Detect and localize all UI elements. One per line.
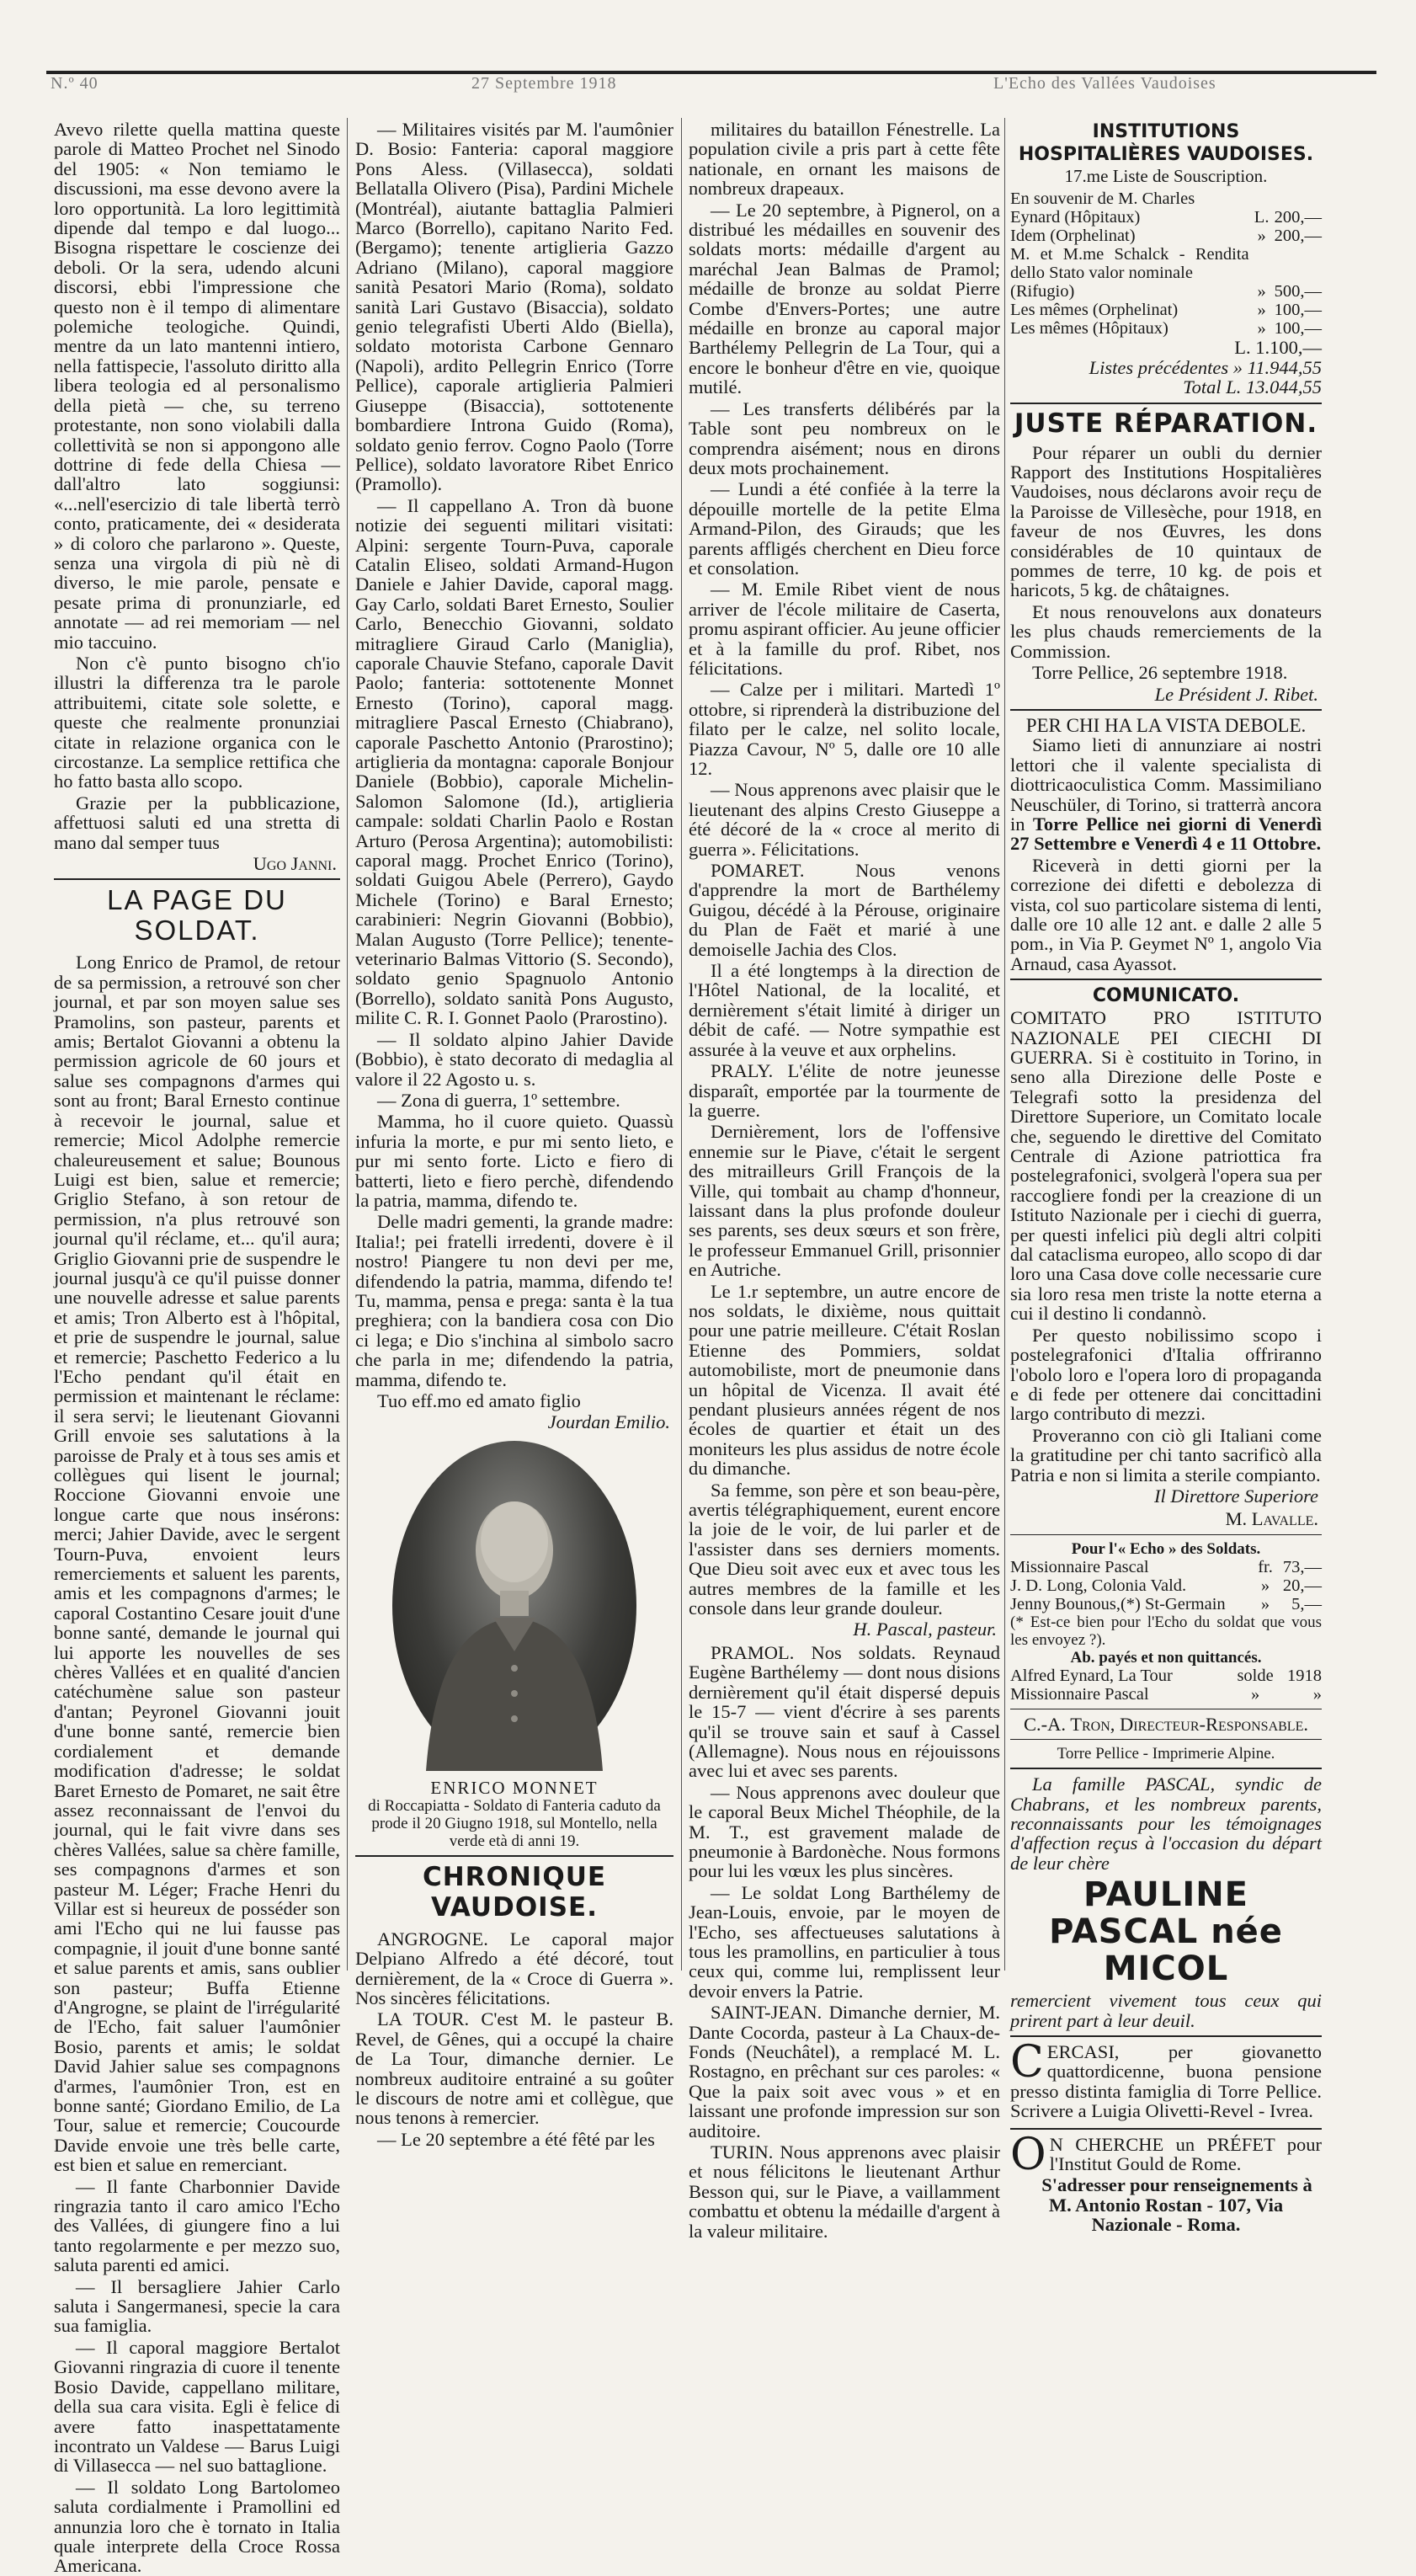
chronique-paragraph: Dernièrement, lors de l'offensive ennemie sur le Piave, c'était le sergent des mitrailleurs Grill François de la Ville, qui tombait au champ d'honneur, laissant dans la plus profonde douleur ses parents, ses deux sœurs et son frère, le professeur Emmanuel Grill, prisonnier en Autriche. — [689, 1121, 1000, 1281]
chronique-paragraph: POMARET. Nous venons d'apprendre la mort de Barthélemy Guigou, décédé à la Pérouse, originaire du Plan de Faët et marié à une demoiselle Jachia des Clos. — [689, 860, 1000, 960]
section-rule — [1010, 979, 1322, 980]
chronique-paragraph: ANGROGNE. Le caporal major Delpiano Alfredo a été décoré, tout dernièrement, de la « Croce di Guerra ». Nos sincères félicitations. — [355, 1928, 673, 2009]
portrait-figure — [392, 1441, 636, 1771]
chronique-paragraph: Il a été longtemps à la direction de l'Hôtel National, de la localité, et dernièrement s'était limité à diriger un débit de café. — Notre sympathie est assurée à la veuve et aux orphelins. — [689, 960, 1000, 1060]
subscription-row-amount — [1275, 189, 1322, 208]
section-rule — [1010, 2035, 1322, 2037]
prefet-text-2: S'adresser pour renseignements à M. Antonio Rostan - 107, Via Nazionale - Roma. — [1041, 2174, 1312, 2236]
vista-text-2: Riceverà in detti giorni per la correzione dei difetti e debolezza di vista, col suo particolare sistema di lenti, dalle ore 10 alle 12 ant. e dalle 2 alle 5 pom., in Via P. Geymet Nº 1, angolo Via Arnaud, casa Ayassot. — [1010, 854, 1322, 974]
echo-row-label: J. D. Long, Colonia Vald. — [1010, 1576, 1187, 1595]
previous-lists: Listes précédentes » 11.944,55 — [1089, 356, 1322, 378]
letter-signature: Jourdan Emilio. — [547, 1411, 670, 1433]
military-paragraph: Tuo eff.mo ed amato figlio — [377, 1390, 581, 1411]
header-rule — [46, 71, 1376, 74]
echo-row-label: Missionnaire Pascal — [1010, 1557, 1149, 1576]
imprimerie: Torre Pellice - Imprimerie Alpine. — [1057, 1745, 1275, 1763]
comunicato-signature-name: M. Lavalle. — [1225, 1508, 1318, 1530]
soldat-paragraph: — Il caporal maggiore Bertalot Giovanni ringrazia di cuore il tenente Bosio Davide, cappellano militare, della sua cara visita. Egli è felice di avere fatto inaspettatamente incontrato un Valdese — Barus Luigi di Villasecca — nel suo battaglione. — [54, 2336, 340, 2477]
chronique-paragraph: — Nous apprenons avec plaisir que le lieutenant des alpins Cresto Giuseppe a été décoré de la « croce al merito di guerra ». Félicitations. — [689, 779, 1000, 860]
chronique-continued — [689, 120, 1000, 1618]
chronique-paragraph: — Le soldat Long Barthélemy de Jean-Louis, envoie, par le moyen de l'Echo, ses affectueuses salutations à tous les pramollins, en particulier à tous ceux qui, comme lui, remplissent leur devoir envers la Patrie. — [689, 1881, 1000, 2002]
grand-total: Total L. 13.044,55 — [1183, 376, 1322, 398]
subscription-row-amount: 200,— — [1274, 208, 1322, 227]
comunicato-text-3: Proveranno con ciò gli Italiani come la gratitudine per chi tanto sacrificò alla Patria e non si limita a sterile compianto. — [1010, 1424, 1322, 1485]
echo-soldats-title: Pour l'« Echo » des Soldats. — [1071, 1539, 1261, 1558]
column-rule — [1004, 118, 1005, 1971]
cercasi-text: ERCASI, per giovanetto quattordicenne, buona pensione presso distinta famiglia di Torre Pellice. Scrivere a Luigia Olivetti-Revel - Ivrea. — [1010, 2041, 1322, 2122]
subscription-row-cur: L. — [1254, 208, 1270, 227]
echo-row-cur: » — [1260, 1594, 1270, 1613]
subscription-row-cur: » — [1257, 301, 1266, 320]
echo-row-cur: » — [1260, 1576, 1270, 1595]
section-rule — [54, 878, 340, 880]
subscription-row-amount: 500,— — [1274, 282, 1322, 301]
pascal-name: PAULINE PASCAL née MICOL — [1049, 1875, 1283, 1989]
echo-row-amount: 20,— — [1282, 1576, 1322, 1595]
ab-row-amount: 1918 — [1287, 1666, 1322, 1685]
comunicato-text — [1010, 1008, 1322, 1324]
chronique-paragraph: militaires du bataillon Fénestrelle. La population civile a pris part à cette fête nationale, en ornant les maisons de nombreux drapeaux. — [689, 119, 1000, 200]
column-1 — [54, 119, 340, 2576]
subscription-row — [1010, 245, 1322, 282]
subscription-row-cur: » — [1257, 227, 1266, 246]
soldat-paragraph: — Il bersagliere Jahier Carlo saluta i Sangermanesi, specie la cara sua famiglia. — [54, 2275, 340, 2337]
chronique-paragraph: Le 1.r septembre, un autre encore de nos soldats, le dixième, nous quittait pour une patrie meilleure. C'était Roslan Etienne des Pommiers, soldat automobiliste, mort de pneumonie dans un hôpital de Vicenza. Il avait été pendant plusieurs années régent de nos écoles de quartier et était un des moniteurs les plus assidus de notre école du dimanche. — [689, 1280, 1000, 1480]
portrait-caption — [355, 1779, 673, 1850]
reparation-text-2: Et nous renouvelons aux donateurs les plus chauds remerciements de la Commission. — [1010, 600, 1322, 662]
ab-title: Ab. payés et non quittancés. — [1070, 1648, 1262, 1667]
chronique-paragraph: SAINT-JEAN. Dimanche dernier, M. Dante Cocorda, pasteur à La Chaux-de-Fonds (Neuchâtel), a remplacé M. L. Rostagno, en prêchant sur ces paroles: « Que la paix soit avec vous » et en laissant une profonde impression sur son auditoire. — [689, 2002, 1000, 2141]
chronique-paragraph: PRAMOL. Nos soldats. Reynaud Eugène Barthélemy — dont nous disions dernièrement qu'il était dispersé depuis le 15-7 — vient d'écrire à ses parents qu'il se trouve sain et sauf à Cassel (Allemagne). Nous nous en réjouissons avec lui et avec ses parents. — [689, 1641, 1000, 1782]
issue-date: 27 Septembre 1918 — [471, 74, 617, 93]
ab-row-cur: solde — [1237, 1666, 1274, 1685]
ab-row — [1010, 1667, 1322, 1685]
military-paragraph: Delle madri gementi, la grande madre: Italia!; pei fratelli irredenti, dovere è il nostro! Piangere tu non devi per me, difendendo la patria, mamma, difendo te! Tu, mamma, pensa e prega: santa è la tua preghiera; con la bandiera cosa con Dio ci lega; e Dio s'inchina al simbolo sacro che parla in me; difendendo la patria, mamma, difendo te. — [355, 1211, 673, 1390]
portrait-name: ENRICO MONNET — [430, 1777, 599, 1798]
subscription-row-cur: » — [1257, 319, 1266, 339]
section-rule — [1010, 1768, 1322, 1769]
ab-row-label: Alfred Eynard, La Tour — [1010, 1666, 1173, 1685]
subscription-row-amount: 100,— — [1274, 301, 1322, 320]
janni-letter — [54, 120, 340, 852]
chronique-paragraph: — Le 20 septembre, à Pignerol, on a distribué les médailles en souvenir des soldats morts: médaille d'argent au maréchal Jean Balmas de Pramol; médaille de bronze au soldat Pierre Combe d'Envers-Portes; une autre médaille en bronze au caporal major Barthélemy Pellegrin de La Tour, qui a encore le bonheur d'être en vie, quoique mutilé. — [689, 199, 1000, 398]
reparation-text: Pour réparer un oubli du dernier Rapport des Institutions Hospitalières Vaudoises, nous déclarons avoir reçu de la Paroisse de Villesèche, pour 1918, en faveur de nos Œuvres, les dons considérables de 10 quintaux de pommes de terre, 10 kg. de pois et haricots, 5 kg. de châtaignes. — [1010, 441, 1322, 601]
echo-note: (* Est-ce bien pour l'Echo du soldat que vous les envoyez ?). — [1010, 1613, 1322, 1649]
vista-dates: Torre Pellice nei giorni di Venerdì 27 Settembre e Venerdì 4 e 11 Ottobre. — [1010, 813, 1322, 855]
military-paragraph: — Zona di guerra, 1º settembre. — [377, 1089, 620, 1111]
page-du-soldat-body — [54, 952, 340, 2575]
subscription-table — [1010, 189, 1322, 338]
chronique-paragraph: LA TOUR. C'est M. le pasteur B. Revel, de Gênes, qui a occupé la chaire de La Tour, dimanche dernier. Le nombreux auditoire entrainé a su goûter le discours de notre ami et collègue, que nous tenons à remercier. — [355, 2008, 673, 2129]
military-paragraph: — Il soldato alpino Jahier Davide (Bobbio), è stato decorato di medaglia al valore il 22 Agosto u. s. — [355, 1028, 673, 1090]
subscription-row-cur: » — [1257, 282, 1266, 301]
military-paragraph: — Il cappellano A. Tron dà buone notizie dei seguenti militari visitati: Alpini: sergente Tourn-Puva, caporale Catalin Eliseo, soldati Armand-Hugon Daniele e Jahier Davide, caporal magg. Gay Carlo, soldati Baret Ernesto, Soulier Carlo, Benecchio Giovanni, soldato mitragliere Giraud Carlo (Maniglia), caporale Chauvie Stefano, caporale Davit Paolo; fanteria: sottotenente Monnet Ernesto (Torino), caporal magg. mitragliere Pascal Ernesto (Chiabrano), caporale Paschetto Antonio (Prarostino); artiglieria da montagna: caporale Bonjour Daniele (Bobbio), caporale Michelin-Salomon Salomone (Id.), artiglieria campale: soldati Charlin Paolo e Rostan Arturo (Perosa Argentina); automobilisti: caporal magg. Prochet Enrico (Torino), soldati Guigou Abele (Perrero), Gaydo Michele (Torino) e Baral Ernesto; carabinieri: Negrin Giovanni (Bobbio), Malan Augusto (Torre Pellice); tenente-veterinario Balmas Vittorio (S. Secondo), soldato genio Spagnuolo Antonio (Borrello), soldato sanità Pons Augusto, milite C. R. I. Gonnet Paolo (Prarostino). — [355, 494, 673, 1029]
comunicato-text-2: Per questo nobilissimo scopo i postelegrafonici d'Italia offriranno l'obolo loro e l'opera loro di propaganda e di fede per ottenere dai concittadini largo contributo di mezzi. — [1010, 1324, 1322, 1425]
institutions-title: INSTITUTIONS — [1092, 121, 1240, 142]
subscription-row-label: Eynard (Hôpitaux) — [1010, 208, 1141, 227]
vista-text-1: Siamo lieti di annunziare ai nostri lettori che il valente specialista di diottricaoculistica Comm. Massimiliano Neuschüler, di Torino, si tratterrà ancora in — [1010, 734, 1322, 835]
subscription-row — [1010, 301, 1322, 319]
subscription-row-label: Les mêmes (Orphelinat) — [1010, 301, 1179, 320]
section-rule — [1010, 2128, 1322, 2130]
reparation-signature: Le Président J. Ribet. — [1154, 683, 1318, 705]
chronique-paragraph: — Calze per i militari. Martedì 1º ottobre, si riprenderà la distribuzione del filato per le calze, nel solito locale, Piazza Cavour, Nº 5, dalle ore 10 alle 12. — [689, 679, 1000, 779]
echo-row-cur: fr. — [1258, 1557, 1273, 1576]
column-rule — [347, 118, 348, 1971]
institutions-title-2: HOSPITALIÈRES VAUDOISES. — [1018, 144, 1314, 165]
subscription-row-amount — [1275, 245, 1322, 282]
prefet-dropcap: O — [1010, 2129, 1046, 2180]
portrait-description: di Roccapiatta - Soldato di Fanteria caduto da prode il 20 Giugno 1918, sul Montello, nella verde età di anni 19. — [368, 1796, 661, 1850]
military-paragraph: — Militaires visités par M. l'aumônier D. Bosio: Fanteria: caporal maggiore Pons Aless. (Villasecca), soldati Bellatalla Olivero (Pisa), Pardini Michele (Montréal), aiutante battaglia Palmieri Marco (Borrello), capitano Narito Fed. (Bergamo); tenente artiglieria Gazzo Adriano (Milano), caporal maggiore sanità Pesatori Mario (Roma), soldato sanità Lari Gustavo (Bisaccia), soldato genio telegrafisti Uberti Aldo (Biella), soldato motorista Carbone Gennaro (Napoli), ardito Pellegrin Enrico (Torre Pellice), caporale artiglieria Palmieri Giuseppe (Bisaccia), sottotenente bombardiere Introna Guido (Roma), soldato genio ferrov. Cogno Paolo (Torre Pellice), soldato lavoratore Ribet Enrico (Pramollo). — [355, 119, 673, 495]
paper-name: L'Echo des Vallées Vaudoises — [993, 74, 1216, 93]
military-notes — [355, 120, 673, 1411]
prefet-text: N CHERCHE un PRÉFET pour l'Institut Gould de Rome. — [1049, 2133, 1322, 2175]
echo-row-amount: 73,— — [1282, 1557, 1322, 1576]
soldat-paragraph: — Il soldato Long Bartolomeo saluta cordialmente i Pramollini ed annunzia loro che è tornato in Italia quale interprete della Croce Rossa Americana. — [54, 2476, 340, 2576]
soldat-paragraph: Long Enrico de Pramol, de retour de sa permission, a retrouvé son cher journal, et par son moyen salue ses Pramolins, son pasteur, parents et amis; Bertalot Giovanni a obtenu la permission agricole de 60 jours et salue ses compagnons d'armes qui sont au front; Baral Ernesto continue à recevoir le journal, salue et remercie; Micol Adolphe remercie chaleureusement et salue; Bounous Luigi est bien, salue et remercie; Griglio Stefano, à son retour de permission, n'a plus retrouvé son journal qu'il réclame, et... qu'il aura; Griglio Giovanni prie de suspendre le journal jusqu'à ce qu'il puisse donner une nouvelle adresse et salue parents et amis; Tron Alberto est à l'hôpital, et prie de suspendre le journal, salue et remercie; Paschetto Federico a lu l'Echo pendant qu'il était en permission et maintenant le réclame: il sera servi; le lieutenant Giovanni Grill envoie ses salutations à la paroisse de Praly et à tous ses amis et collègues qui lisent le journal; Roccione Giovanni envoie une longue carte que nous insérons: merci; Jahier Davide, avec le sergent Tourn-Puva, envoient leurs remerciements et saluent les parents, amis et les compagnons d'armes; le caporal Costantino Cesare jouit d'une bonne santé, demande le journal qui lui apporte les nouvelles de ses chères Vallées et en qualité d'ancien catéchumène salue son pasteur d'antan; Peyronel Giovanni jouit d'une bonne santé, remercie bien cordialement et demande modification d'adresse; le soldat Baret Ernesto de Pomaret, ne sait être assez reconnaissant de l'envoi du journal, qui le fait vivre dans ses chères Vallées, salue sa chère famille, ses compagnons d'armes et son pasteur M. Léger; Frache Henri du Villar est si heureux de posséder son ami l'Echo qui ne lui fausse pas compagnie, il jouit d'une bonne santé et salue parents et amis, sans oublier son pasteur; Buffa Etienne d'Angrogne, se plaint de l'irrégularité de l'Echo, fait saluer l'aumônier Bosio, parents et amis; le soldat David Jahier salue ses compagnons d'armes, l'aumônier Tron, est en bonne santé; Giordano Emilio, de La Tour, salue et remercie; Coucourde Davide envoie une très belle carte, est bien et salue en remerciant. — [54, 952, 340, 2176]
ab-row-cur: » — [1250, 1684, 1260, 1704]
chronique-title: CHRONIQUE VAUDOISE. — [422, 1861, 607, 1923]
section-rule — [355, 1855, 673, 1857]
echo-row-label: Jenny Bounous,(*) St-Germain — [1010, 1594, 1226, 1613]
ab-row-label: Missionnaire Pascal — [1010, 1684, 1149, 1704]
subscription-row-label: (Rifugio) — [1010, 282, 1075, 301]
column-rule — [681, 118, 682, 1971]
section-rule — [1010, 709, 1322, 711]
subscription-row — [1010, 319, 1322, 338]
echo-row-amount: 5,— — [1291, 1594, 1322, 1613]
chronique-paragraph: — Lundi a été confiée à la terre la dépouille mortelle de la petite Elma Armand-Pilon, des Girauds; que les parents affligés cherchent en Dieu force et consolation. — [689, 478, 1000, 579]
section-rule — [1010, 1534, 1322, 1535]
chronique-paragraph: — Nous apprenons avec douleur que le caporal Beux Michel Théophile, de la M. T., est gravement malade de pneumonie à Bardonèche. Nous formons pour lui les vœux les plus sincères. — [689, 1781, 1000, 1882]
pascal-notice-2: remercient vivement tous ceux qui prirent part à leur deuil. — [1010, 1990, 1322, 2031]
chronique-paragraph: Sa femme, son père et son beau-père, avertis télégraphiquement, eurent encore la joie de le voir, de lui parler et de l'assister dans ses derniers moments. Que Dieu soit avec eux et avec tous les autres membres de la famille et les console dans leur grande douleur. — [689, 1479, 1000, 1619]
cercasi-ad — [1010, 2037, 1322, 2122]
subscription-row-label: En souvenir de M. Charles — [1010, 189, 1195, 209]
vista-title: PER CHI HA LA VISTA DEBOLE. — [1025, 714, 1307, 736]
soldat-paragraph: — Il fante Charbonnier Davide ringrazia tanto il caro amico l'Echo des Vallées, di giungere fino a lui tanto regolarmente e per mezzo suo, saluta parenti ed amici. — [54, 2175, 340, 2276]
portrait-photo — [392, 1441, 636, 1771]
echo-table — [1010, 1558, 1322, 1613]
vista-text — [1010, 735, 1322, 853]
letter-paragraph: Grazie per la pubblicazione, affettuosi saluti ed una stretta di mano dal semper tuus — [54, 792, 340, 853]
praly-signature: H. Pascal, pasteur. — [853, 1619, 997, 1640]
subscription-row-amount: 200,— — [1274, 227, 1322, 246]
ab-row — [1010, 1685, 1322, 1704]
subscription-list-title: 17.me Liste de Souscription. — [1064, 166, 1268, 186]
section-rule — [1010, 403, 1322, 404]
subscription-row-label: Les mêmes (Hôpitaux) — [1010, 319, 1168, 339]
subscription-row-cur — [1249, 245, 1275, 282]
subscription-row-cur — [1249, 189, 1275, 208]
chronique-continued-b — [689, 1643, 1000, 2241]
ab-row-amount: » — [1312, 1684, 1322, 1704]
ab-table — [1010, 1667, 1322, 1704]
chronique-paragraph: TURIN. Nous apprenons avec plaisir et nous félicitons le lieutenant Arthur Besson qui, sur le Piave, a vaillamment combattu et obtenu la médaille d'argent à la valeur militaire. — [689, 2141, 1000, 2242]
subscription-row-label: M. et M.me Schalck - Rendita dello Stato valor nominale — [1010, 245, 1249, 283]
comunicato-head: COMITATO PRO ISTITUTO NAZIONALE PEI CIECHI DI GUERRA. — [1010, 1007, 1322, 1068]
chronique-body — [355, 1929, 673, 2149]
subscription-row-label: Idem (Orphelinat) — [1010, 227, 1136, 246]
letter-paragraph: Non c'è punto bisogno ch'io illustri la differenza tra le parole attribuitemi, citate sole solette, e queste che realmente pronunziai citate in relazione organica con le circostanze. La semplice rettifica che ho fatto basta allo scopo. — [54, 652, 340, 792]
subtotal: L. 1.100,— — [1234, 337, 1322, 359]
prefet-ad — [1010, 2129, 1322, 2180]
director: C.-A. Tron, Directeur-Responsable. — [1024, 1713, 1308, 1735]
reparation-title: JUSTE RÉPARATION. — [1014, 408, 1318, 439]
chronique-paragraph: PRALY. L'élite de notre jeunesse disparaît, emportée par la tourmente de la guerre. — [689, 1060, 1000, 1121]
comunicato-text-1: Si è costituito in Torino, in seno alla Direzione delle Poste e Telegrafi sotto la presidenza del Direttore Superiore, un Comitato locale che, seguendo le direttive del Comitato Centrale di Azione patriottica fra postelegrafonici, svolgerà l'opera sua per raccogliere fondi per la creazione di un Istituto Nazionale per i ciechi di guerra, per questi infelici più degli altri colpiti dal cataclisma europeo, allo scopo di dar loro una Casa dove colle necessarie cure sia loro resa men triste la notte eterna a cui il destino li condannò. — [1010, 1047, 1323, 1325]
column-3 — [689, 119, 1000, 2242]
echo-row — [1010, 1558, 1322, 1576]
chronique-paragraph: — Les transferts délibérés par la Table sont peu nombreux on le comprendra aisément; nous en dirons deux mots prochainement. — [689, 397, 1000, 478]
echo-row — [1010, 1576, 1322, 1595]
subscription-row — [1010, 282, 1322, 301]
subscription-row — [1010, 208, 1322, 227]
comunicato-title: COMUNICATO. — [1092, 985, 1240, 1007]
subscription-row-amount: 100,— — [1274, 319, 1322, 339]
subscription-row — [1010, 189, 1322, 208]
subscription-row — [1010, 227, 1322, 245]
comunicato-signature: Il Direttore Superiore — [1154, 1485, 1318, 1507]
chronique-paragraph: — M. Emile Ribet vient de nous arriver de l'école militaire de Caserta, promu aspirant officier. Au jeune officier et à la famille du prof. Ribet, nos félicitations. — [689, 579, 1000, 679]
section-rule — [1010, 1739, 1322, 1740]
janni-signature: Ugo Janni. — [253, 853, 337, 875]
column-2 — [355, 119, 673, 2150]
reparation-date: Torre Pellice, 26 septembre 1918. — [1032, 662, 1288, 684]
chronique-paragraph: — Le 20 septembre a été fêté par les — [377, 2128, 655, 2150]
page-number: N.º 40 — [51, 74, 98, 93]
echo-row — [1010, 1595, 1322, 1613]
column-4 — [1010, 120, 1323, 2236]
cercasi-dropcap: C — [1010, 2037, 1044, 2088]
military-paragraph: Mamma, ho il cuore quieto. Quassù infuria la morte, e pur mi sento lieto, e pur mi sento forte. Licto e fiero di batterti, lieto e fiero perchè, difendendo la patria, mamma, difendo te. — [355, 1111, 673, 1211]
page-du-soldat-title: LA PAGE DU SOLDAT. — [107, 884, 287, 947]
pascal-notice: La famille PASCAL, syndic de Chabrans, et les nombreux parents, reconnaissants pour les témoignages d'affection reçus à l'occasion du départ de leur chère — [1010, 1773, 1322, 1874]
letter-paragraph: Avevo rilette quella mattina queste parole di Matteo Prochet nel Sinodo del 1905: « Non temiamo le discussioni, ma esse devono avere la loro opportunità. La loro legittimità dipende dal tempo e dal luogo... Bisogna rispettare le coscienze dei deboli. Or la sera, udendo alcuni discorsi, ebbi l'impressione che questo non è il tempo di alimentare polemiche teologiche. Quindi, mentre da un lato mantenni intiero, nella fattispecie, l'assoluto diritto alla libera teologia ed al personalismo della pietà — che, su terreno protestante, non sono violabili dalla collettività se non si appongono alle dottrine di fede della Chiesa — dall'altro lato soggiunsi: «...nell'esercizio di tale libertà terrò conto, praticamente, dei « desiderata » di coloro che parlarono ». Queste, senza una virgola di più nè di diverso, le mie parole, pensate e pesate prima di pronunziarle, ed annotate — ad rei memoriam — nel mio taccuino. — [54, 119, 340, 653]
